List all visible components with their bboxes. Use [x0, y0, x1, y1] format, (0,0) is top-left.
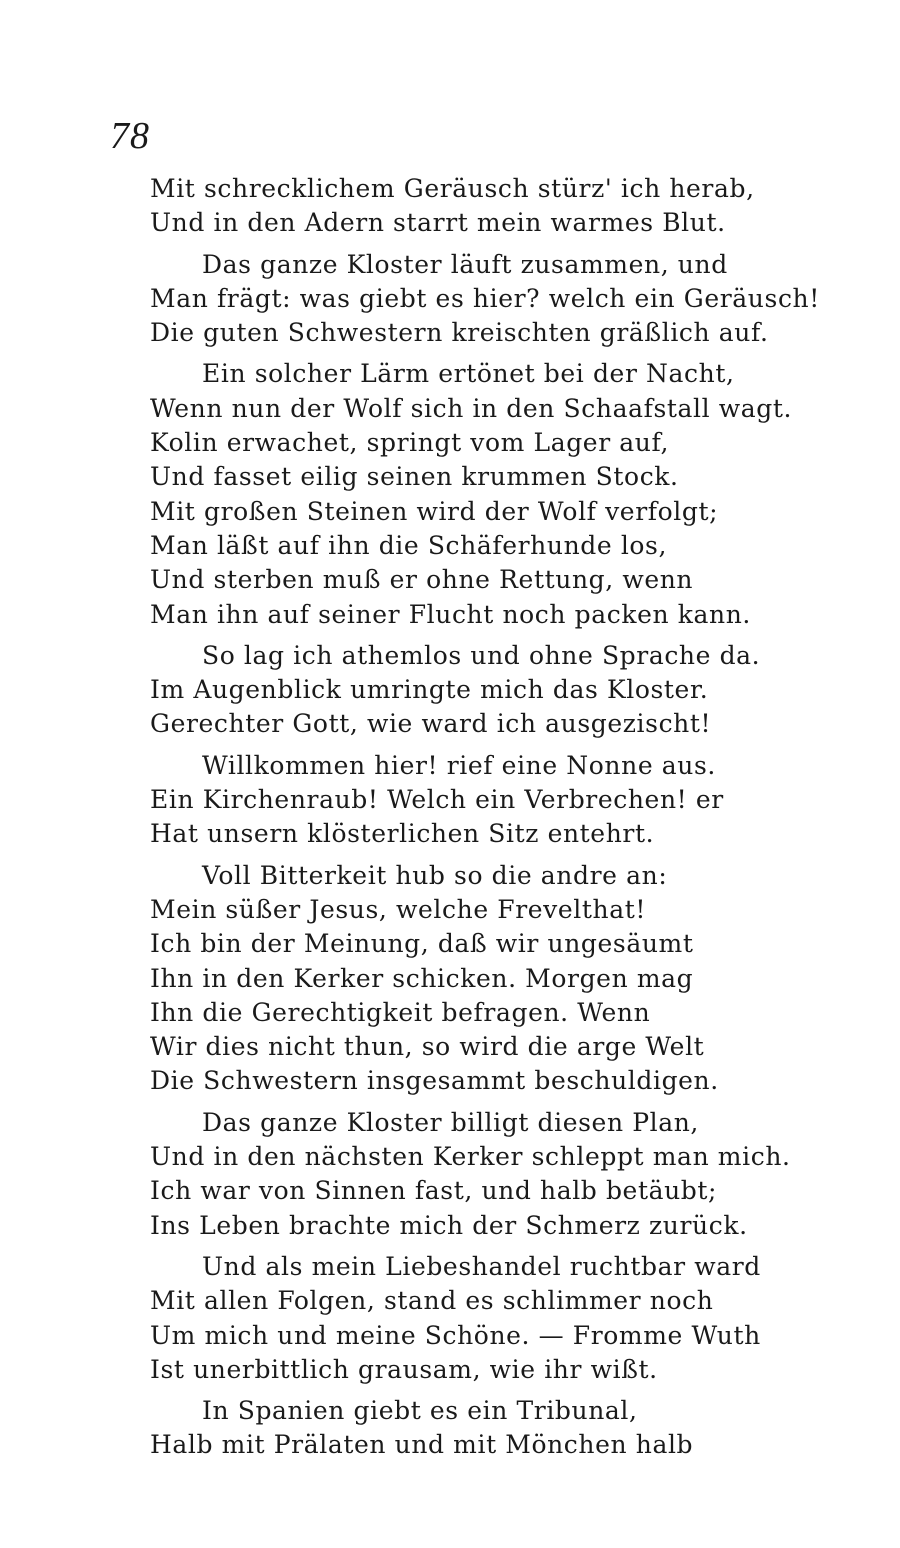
verse-line: Ich war von Sinnen fast, und halb betäubt; — [150, 1176, 718, 1206]
stanza — [150, 1250, 790, 1387]
verse-line: Man läßt auf ihn die Schäferhunde los, — [150, 530, 668, 560]
verse-line: Halb mit Prälaten und mit Mönchen halb — [150, 1430, 694, 1460]
stanza — [150, 859, 790, 1099]
verse-line: In Spanien giebt es ein Tribunal, — [202, 1396, 638, 1426]
verse-line: Und in den Adern starrt mein warmes Blut. — [150, 208, 726, 238]
verse-line: Und fasset eilig seinen krummen Stock. — [150, 462, 679, 492]
verse-line: Wenn nun der Wolf sich in den Schaafstall wagt. — [150, 393, 793, 423]
verse-line: Und sterben muß er ohne Rettung, wenn — [150, 565, 694, 595]
verse-line: So lag ich athemlos und ohne Sprache da. — [202, 640, 761, 670]
verse-line: Ist unerbittlich grausam, wie ihr wißt. — [150, 1354, 658, 1384]
poem-text — [150, 172, 820, 1470]
stanza — [150, 357, 793, 631]
verse-line: Ich bin der Meinung, daß wir ungesäumt — [150, 929, 694, 959]
verse-line: Man ihn auf seiner Flucht noch packen kann. — [150, 599, 751, 629]
stanza — [150, 749, 790, 852]
verse-line: Ihn die Gerechtigkeit befragen. Wenn — [150, 997, 651, 1027]
verse-line: Man frägt: was giebt es hier? welch ein Geräusch! — [150, 283, 820, 313]
verse-line: Hat unsern klösterlichen Sitz entehrt. — [150, 819, 655, 849]
verse-line: Um mich und meine Schöne. — Fromme Wuth — [150, 1320, 761, 1350]
verse-line: Im Augenblick umringte mich das Kloster. — [150, 675, 709, 705]
verse-line: Mein süßer Jesus, welche Frevelthat! — [150, 894, 647, 924]
verse-line: Mit schrecklichem Geräusch stürz' ich herab, — [150, 174, 755, 203]
stanza — [150, 172, 790, 241]
verse-line: Kolin erwachet, springt vom Lager auf, — [150, 428, 670, 458]
verse-line: Ihn in den Kerker schicken. Morgen mag — [150, 963, 694, 993]
verse-line: Die guten Schwestern kreischten gräßlich auf. — [150, 318, 769, 348]
verse-line: Mit großen Steinen wird der Wolf verfolgt; — [150, 496, 719, 526]
verse-line: Voll Bitterkeit hub so die andre an: — [202, 860, 668, 890]
verse-line: Und als mein Liebeshandel ruchtbar ward — [202, 1251, 761, 1281]
verse-line: Das ganze Kloster läuft zusammen, und — [202, 249, 728, 279]
verse-line: Die Schwestern insgesammt beschuldigen. — [150, 1066, 719, 1096]
verse-line: Ein solcher Lärm ertönet bei der Nacht, — [202, 359, 735, 389]
stanza — [150, 248, 820, 351]
verse-line: Ein Kirchenraub! Welch ein Verbrechen! er — [150, 785, 724, 815]
page-number: 78 — [110, 115, 150, 157]
stanza — [150, 1394, 790, 1463]
stanza — [150, 639, 790, 742]
verse-line: Mit allen Folgen, stand es schlimmer noch — [150, 1286, 714, 1316]
verse-line: Ins Leben brachte mich der Schmerz zurück. — [150, 1210, 748, 1240]
stanza — [150, 1106, 790, 1243]
verse-line: Gerechter Gott, wie ward ich ausgezischt! — [150, 709, 712, 739]
verse-line: Wir dies nicht thun, so wird die arge Welt — [150, 1032, 705, 1062]
verse-line: Willkommen hier! rief eine Nonne aus. — [202, 750, 716, 780]
verse-line: Das ganze Kloster billigt diesen Plan, — [202, 1107, 699, 1137]
verse-line: Und in den nächsten Kerker schleppt man mich. — [150, 1142, 791, 1172]
